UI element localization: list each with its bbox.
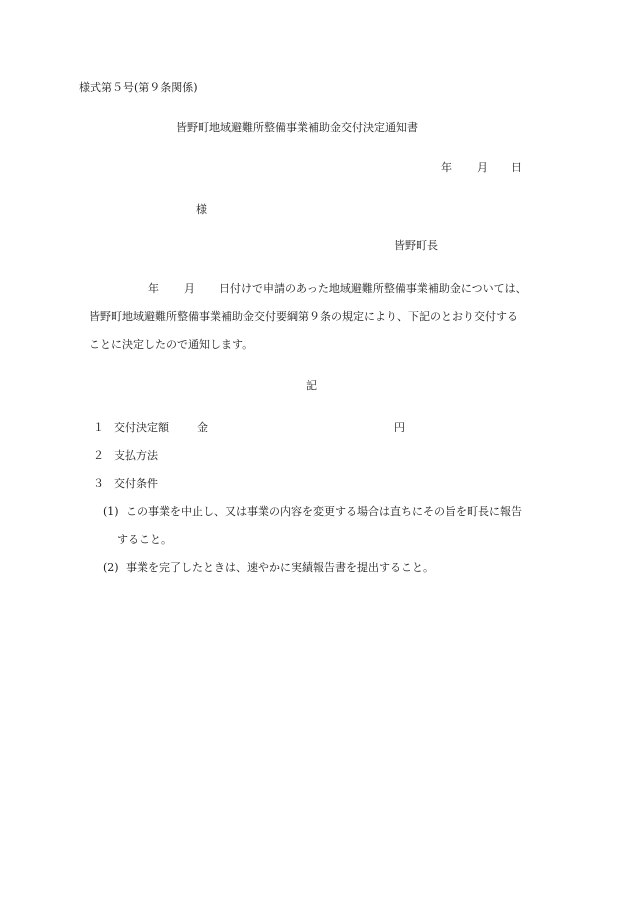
item-1-number: １ [93,421,104,434]
item-2-number: ２ [93,449,104,462]
condition-2-number: (2) [103,561,119,574]
body-text-line-2: 皆野町地域避難所整備事業補助金交付要綱第９条の規定により、下記のとおり交付する [89,310,518,323]
body-text-line-3: ことに決定したので通知します。 [89,338,254,351]
body-month-label: 月 [184,282,195,295]
condition-2-text: 事業を完了したときは、速やかに実績報告書を提出すること。 [126,561,434,574]
condition-1-text-line-1: この事業を中止し、又は事業の内容を変更する場合は直ちにその旨を町長に報告 [126,505,522,518]
date-month-label: 月 [477,161,488,174]
item-3-number: ３ [93,477,104,490]
item-1-kin-label: 金 [197,421,208,434]
item-1-label: 交付決定額 [114,421,169,434]
recipient-honorific: 様 [196,203,207,216]
ki-heading: 記 [306,379,317,392]
body-year-label: 年 [148,282,159,295]
body-text-line-1: 日付けで申請のあった地域避難所整備事業補助金については、 [219,282,527,295]
item-3-label: 交付条件 [114,477,158,490]
document-title: 皆野町地域避難所整備事業補助金交付決定通知書 [176,121,418,134]
condition-1-number: (1) [103,505,119,518]
date-day-label: 日 [511,161,522,174]
item-2-label: 支払方法 [114,449,158,462]
item-1-yen-label: 円 [394,421,405,434]
date-year-label: 年 [441,161,452,174]
sender-name: 皆野町長 [394,239,438,252]
condition-1-text-line-2: すること。 [117,533,172,546]
form-number: 様式第５号(第９条関係) [79,81,198,94]
